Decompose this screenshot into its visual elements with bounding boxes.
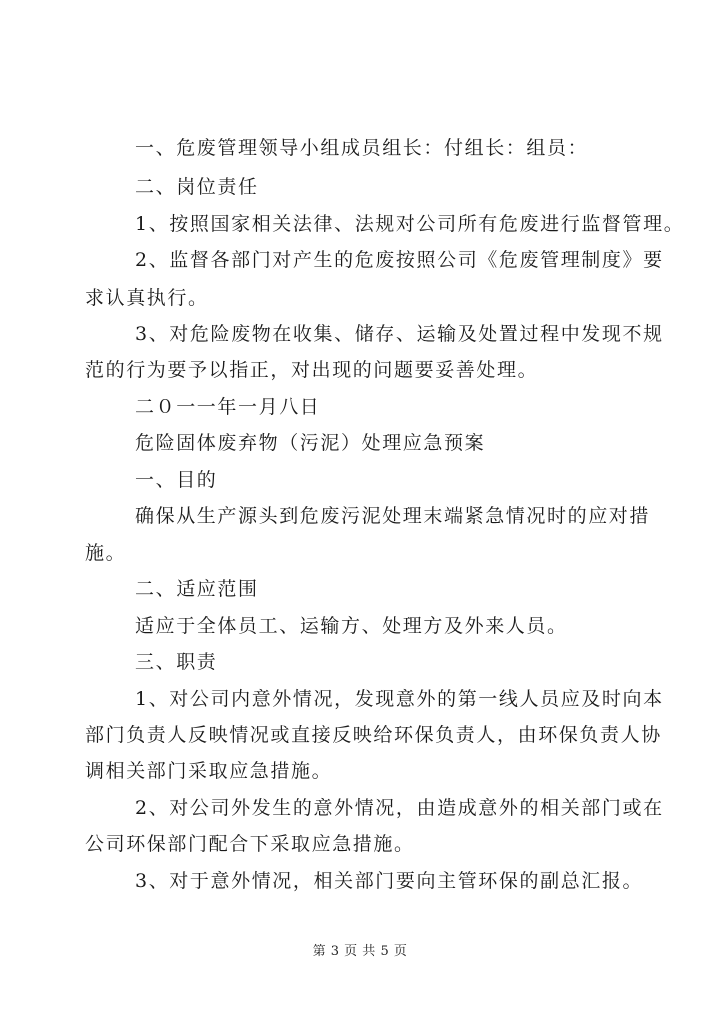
text-line: 1、对公司内意外情况，发现意外的第一线人员应及时向本 bbox=[135, 688, 664, 710]
text-line: 2、对公司外发生的意外情况，由造成意外的相关部门或在 bbox=[135, 797, 664, 819]
text-line: 施。 bbox=[85, 542, 127, 564]
document-title: 危险固体废弃物（污泥）处理应急预案 bbox=[135, 432, 486, 454]
section-heading: 三、职责 bbox=[135, 651, 218, 673]
text-line: 2、监督各部门对产生的危废按照公司《危废管理制度》要 bbox=[135, 249, 664, 271]
text-line: 适应于全体员工、运输方、处理方及外来人员。 bbox=[135, 615, 568, 637]
text-line: 1、按照国家相关法律、法规对公司所有危废进行监督管理。 bbox=[135, 213, 685, 235]
section-heading: 一、目的 bbox=[135, 469, 218, 491]
section-heading: 二、岗位责任 bbox=[135, 176, 259, 198]
text-line: 3、对于意外情况，相关部门要向主管环保的副总汇报。 bbox=[135, 870, 644, 892]
text-line: 一、危废管理领导小组成员组长：付组长：组员： bbox=[135, 137, 589, 159]
date-line: 二０一一年一月八日 bbox=[135, 396, 321, 418]
text-line: 3、对危险废物在收集、储存、运输及处置过程中发现不规 bbox=[135, 323, 664, 345]
text-line: 部门负责人反映情况或直接反映给环保负责人，由环保负责人协 bbox=[85, 724, 662, 746]
text-line: 公司环保部门配合下采取应急措施。 bbox=[85, 833, 415, 855]
text-line: 确保从生产源头到危废污泥处理末端紧急情况时的应对措 bbox=[135, 505, 651, 527]
text-line: 求认真执行。 bbox=[85, 287, 209, 309]
text-line: 调相关部门采取应急措施。 bbox=[85, 760, 333, 782]
page-footer: 第 3 页 共 5 页 bbox=[312, 944, 408, 959]
section-heading: 二、适应范围 bbox=[135, 578, 259, 600]
text-line: 范的行为要予以指正，对出现的问题要妥善处理。 bbox=[85, 359, 539, 381]
